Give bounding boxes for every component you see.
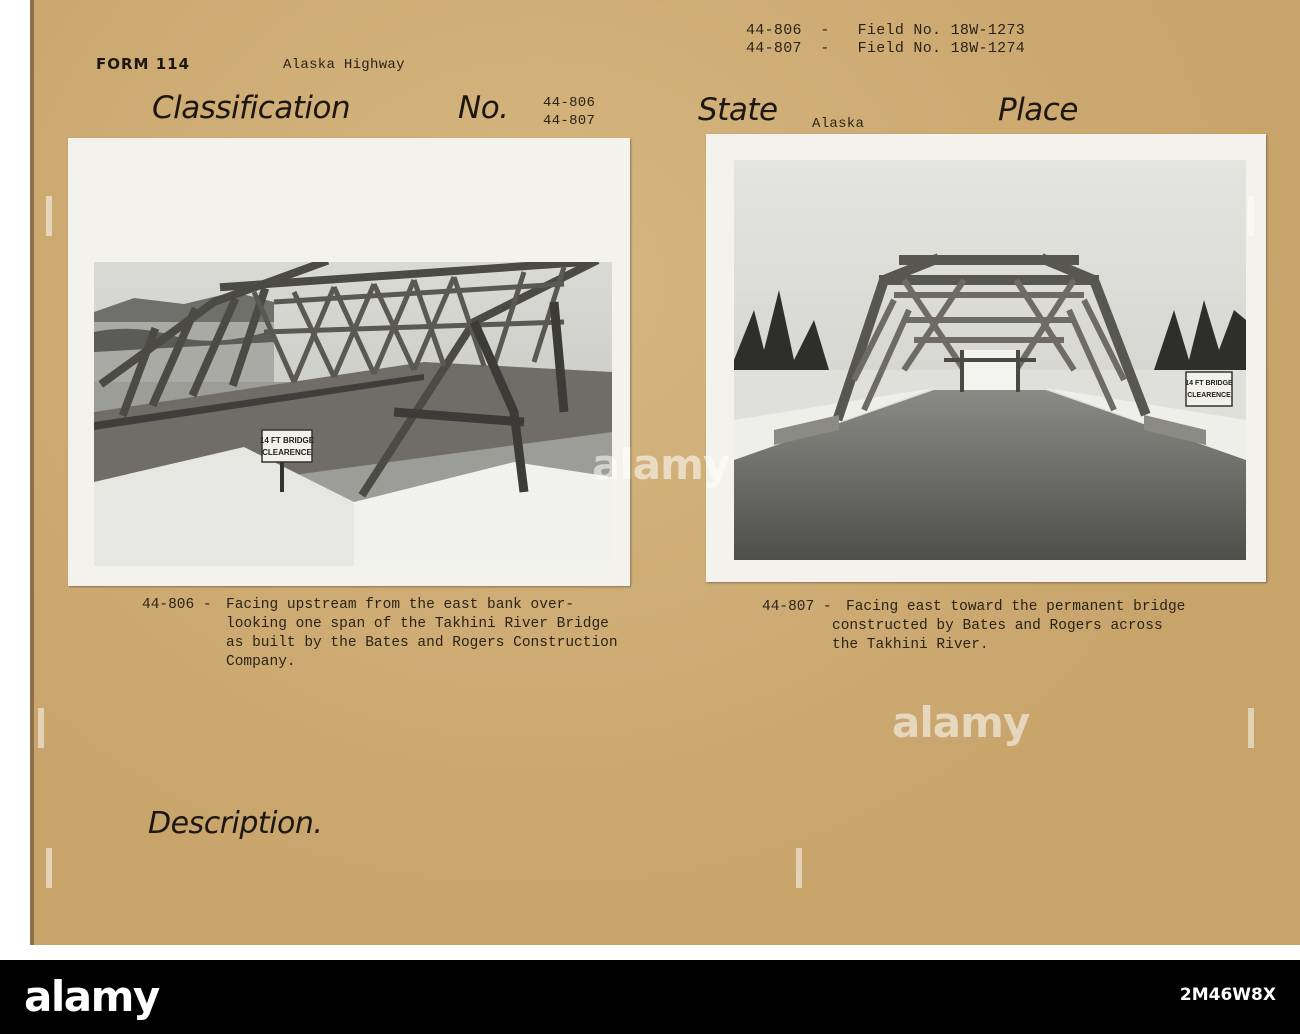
state-heading: State	[698, 92, 778, 128]
caption-line: Company.	[226, 654, 296, 670]
description-heading: Description.	[148, 806, 323, 841]
photo-mount-44-807	[706, 134, 1266, 582]
caption-number: 44-807 -	[762, 599, 832, 615]
watermark: alamy	[892, 698, 1030, 747]
bridge-front-illustration	[734, 160, 1246, 560]
caption-44-806	[142, 596, 672, 676]
sign-text-2: CLEARENCE	[262, 448, 312, 457]
caption-line: the Takhini River.	[832, 637, 989, 653]
bridge-photo-side-view	[94, 262, 612, 566]
caption-line: as built by the Bates and Rogers Construction	[226, 635, 618, 651]
place-heading: Place	[998, 92, 1078, 128]
form-label: FORM 114	[96, 55, 191, 73]
watermark-mark	[46, 848, 52, 888]
sign-text-1: 14 FT BRIDGE	[259, 436, 315, 445]
bridge-photo-front-view	[734, 160, 1246, 560]
watermark-mark	[1248, 708, 1254, 748]
caption-44-807	[762, 598, 1262, 658]
alamy-logo: alamy	[24, 972, 159, 1021]
caption-line: looking one span of the Takhini River Bridge	[226, 616, 609, 632]
state-value: Alaska	[812, 116, 865, 132]
classification-heading: Classification	[152, 90, 351, 126]
watermark-mark	[38, 708, 44, 748]
caption-line: constructed by Bates and Rogers across	[832, 618, 1163, 634]
caption-number: 44-806 -	[142, 597, 212, 613]
watermark-mark	[46, 196, 52, 236]
card-edge	[30, 0, 34, 945]
record-number-2: 44-807	[543, 113, 596, 129]
series-label: Alaska Highway	[283, 57, 405, 73]
bridge-side-illustration	[94, 262, 612, 566]
record-number-1: 44-806	[543, 95, 596, 111]
stock-image-id: 2M46W8X	[1179, 985, 1276, 1005]
sign-text-1: 14 FT BRIDGE	[1185, 380, 1233, 387]
caption-line: Facing upstream from the east bank over-	[226, 597, 575, 613]
caption-line: Facing east toward the permanent bridge	[846, 599, 1186, 615]
field-number-line-1: 44-806 - Field No. 18W-1273	[746, 22, 1026, 39]
field-number-line-2: 44-807 - Field No. 18W-1274	[746, 40, 1026, 57]
number-heading: No.	[458, 90, 509, 126]
photo-mount-44-806	[68, 138, 630, 586]
stock-footer	[0, 960, 1300, 1034]
watermark-mark	[796, 848, 802, 888]
sign-text-2: CLEARENCE	[1187, 392, 1231, 399]
watermark-mark	[1248, 196, 1254, 236]
watermark: alamy	[592, 440, 730, 489]
